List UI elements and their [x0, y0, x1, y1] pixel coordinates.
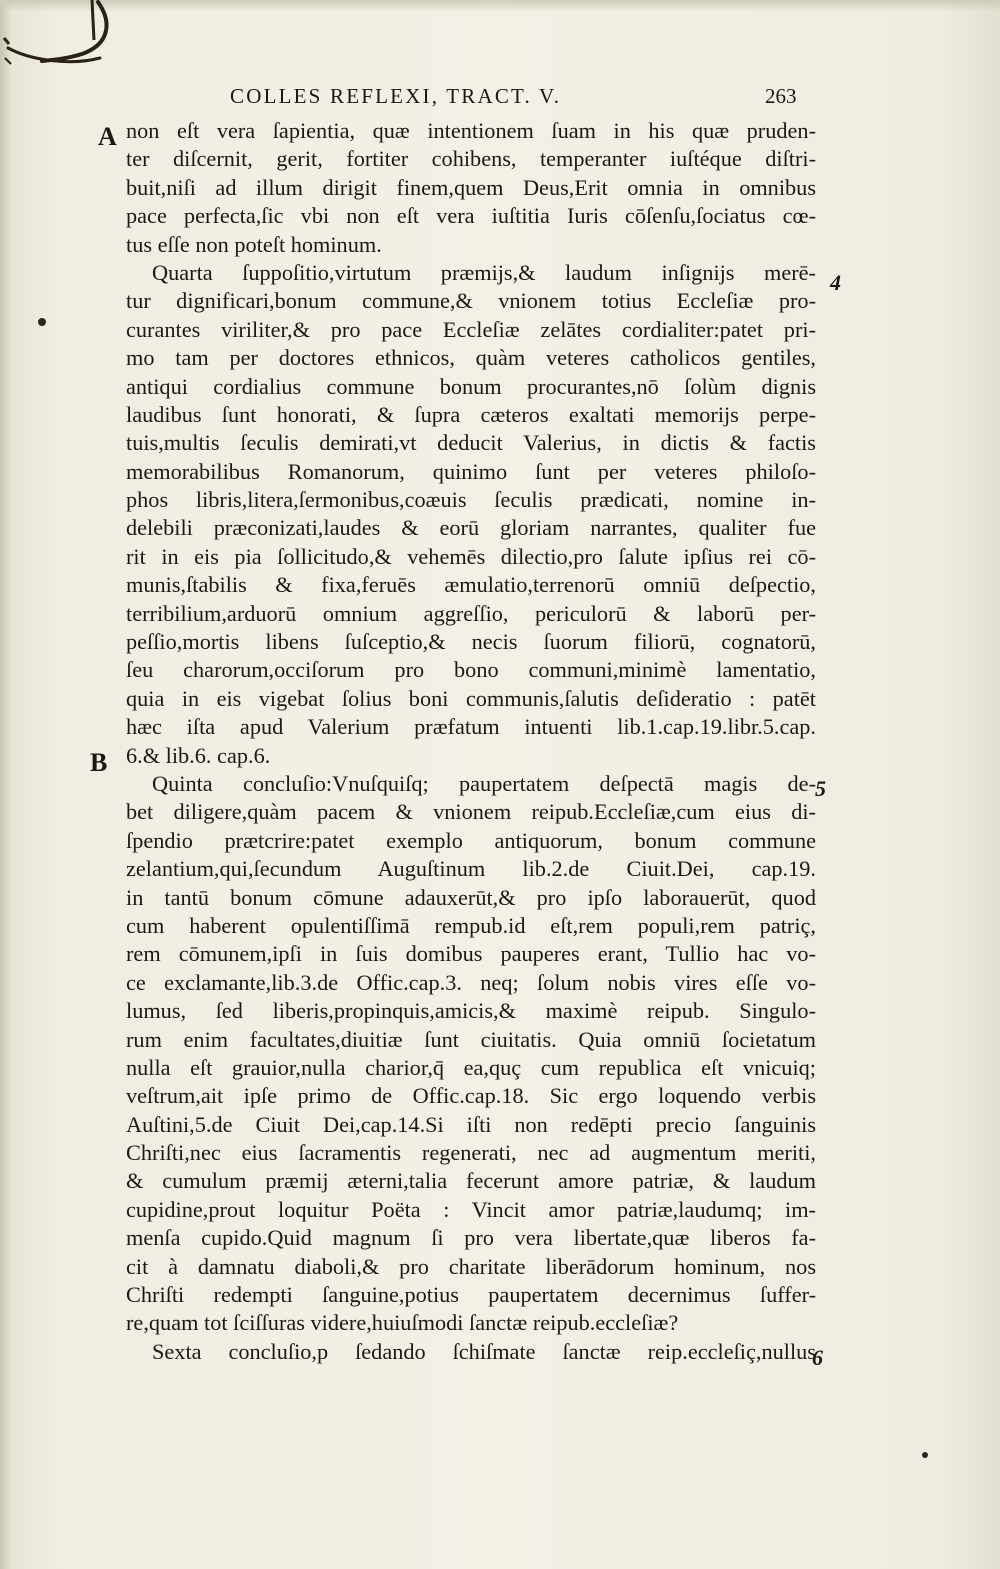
- text-line: ſpendio prætcrire:patet exemplo antiquorum, bonum commune: [126, 827, 816, 853]
- text-line: bet diligere,quàm pacem & vnionem reipub.Eccleſiæ,cum eius di-: [126, 799, 816, 825]
- margin-number-6: 6: [812, 1345, 823, 1370]
- text-line: memorabilibus Romanorum, quinimo ſunt per veteres philoſo-: [126, 458, 816, 484]
- text-line: 6.& lib.6. cap.6.: [126, 742, 271, 768]
- text-line: rem cōmunem,ipſi in ſuis domibus pauperes erant, Tullio hac vo-: [126, 941, 816, 967]
- text-line: re,quam tot ſciſſuras videre,huiuſmodi ſanctæ reipub.eccleſiæ?: [126, 1310, 679, 1336]
- text-line: mo tam per doctores ethnicos, quàm veteres catholicos gentiles,: [126, 345, 816, 371]
- text-line: veſtrum,ait ipſe primo de Offic.cap.18. Sic ergo loquendo verbis: [126, 1083, 816, 1109]
- text-line: tus eſſe non poteſt hominum.: [126, 231, 382, 257]
- body-text: [126, 117, 816, 1366]
- text-line: rit in eis pia ſollicitudo,& vehemēs dilectio,pro ſalute ipſius rei cō-: [126, 543, 816, 569]
- text-line: cum haberent opulentiſſimā rempub.id eſt,rem populi,rem patriç,: [126, 912, 816, 938]
- ink-speck: [38, 318, 46, 326]
- margin-number-4: 4: [830, 270, 841, 295]
- page-gutter-shadow: [0, 0, 12, 1569]
- text-line: Chriſti,nec eius ſacramentis regenerati, nec ad augmentum meriti,: [126, 1140, 816, 1166]
- text-line: lumus, ſed liberis,propinquis,amicis,& maximè reipub. Singulo-: [126, 998, 816, 1024]
- text-line: menſa cupido.Quid magnum ſi pro vera libertate,quæ liberos fa-: [126, 1225, 816, 1251]
- ink-speck: [922, 1452, 928, 1458]
- text-line: ce exclamante,lib.3.de Offic.cap.3. neq; ſolum nobis vires eſſe vo-: [126, 969, 816, 995]
- text-line: pace perfecta,ſic vbi non eſt vera iuſtitia Iuris cōſenſu,ſociatus cœ-: [126, 203, 816, 229]
- text-line: cit à damnatu diaboli,& pro charitate liberādorum hominum, nos: [126, 1253, 816, 1279]
- text-line: & cumulum præmĳ æterni,talia fecerunt amore patriæ, & laudum: [126, 1168, 816, 1194]
- text-line: antiqui cordialius commune bonum procurantes,nō ſolùm dignis: [126, 373, 816, 399]
- text-line: delebili præconizati,laudes & eorū gloriam narrantes, qualiter fue: [126, 515, 816, 541]
- text-line: non eſt vera ſapientia, quæ intentionem ſuam in his quæ pruden-: [126, 118, 816, 143]
- text-line: hæc iſta apud Valerium præfatum intuenti lib.1.cap.19.libr.5.cap.: [126, 714, 816, 740]
- page-number: 263: [765, 84, 797, 108]
- text-line: quia in eis vigebat ſolius boni communis,ſalutis deſideratio : patēt: [126, 685, 816, 711]
- text-line: phos libris,litera,ſermonibus,coæuis ſeculis prædicati, nomine in-: [126, 487, 816, 513]
- page-top-shade: [0, 0, 1000, 12]
- text-line: Sexta concluſio,p ſedando ſchiſmate ſanctæ reip.eccleſiç,nullus: [152, 1338, 816, 1364]
- text-line: tuis,multis ſeculis demirati,vt deducit Valerius, in dictis & factis: [126, 430, 816, 456]
- text-line: Quarta ſuppoſitio,virtutum præmĳs,& laudum inſignĳs merē-: [152, 259, 816, 285]
- text-line: nulla eſt grauior,nulla charior,q̄ ea,quç cum republica eſt vnicuiq;: [126, 1054, 816, 1080]
- text-line: zelantium,qui,ſecundum Auguſtinum lib.2.de Ciuit.Dei, cap.19.: [126, 856, 816, 882]
- margin-section-letter-a: A: [98, 122, 117, 151]
- text-line: buit,niſi ad illum dirigit finem,quem Deus,Erit omnia in omnibus: [126, 174, 816, 200]
- text-line: rum enim facultates,diuitiæ ſunt ciuitatis. Quia omniū ſocietatum: [126, 1026, 816, 1052]
- running-header: [230, 84, 810, 114]
- handwritten-ink-mark: [0, 0, 140, 80]
- text-line: Quinta concluſio:Vnuſquiſq; paupertatem deſpectā magis de-: [152, 770, 816, 796]
- margin-number-5: 5: [815, 776, 826, 801]
- text-line: peſſio,mortis libens ſuſceptio,& necis ſuorum filiorū, cognatorū,: [126, 629, 816, 655]
- text-line: Auſtini,5.de Ciuit Dei,cap.14.Si iſti non redēpti precio ſanguinis: [126, 1111, 816, 1137]
- text-line: terribilium,arduorū omnium aggreſſio, periculorū & laborū per-: [126, 600, 816, 626]
- margin-section-letter-b: B: [90, 748, 108, 777]
- text-line: in tantū bonum cōmune adauxerūt,& pro ipſo laborauerūt, quod: [126, 884, 816, 910]
- text-line: Chriſti redempti ſanguine,potius paupertatem decernimus ſuffer-: [126, 1282, 816, 1308]
- running-head-title: COLLES REFLEXI, TRACT. V.: [230, 84, 562, 108]
- text-line: ſeu charorum,occiſorum pro bono communi,minimè lamentatio,: [126, 657, 816, 683]
- text-line: munis,ſtabilis & fixa,feruēs æmulatio,terrenorū omniū deſpectio,: [126, 572, 816, 598]
- text-line: laudibus ſunt honorati, & ſupra cæteros exaltati memorĳs perpe-: [126, 401, 816, 427]
- text-line: ter diſcernit, gerit, fortiter cohibens, temperanter iuſtéque diſtri-: [126, 146, 816, 172]
- text-line: cupidine,prout loquitur Poëta : Vincit amor patriæ,laudumq; im-: [126, 1196, 816, 1222]
- text-line: curantes viriliter,& pro pace Eccleſiæ zelātes cordialiter:patet pri-: [126, 316, 816, 342]
- text-line: tur dignificari,bonum commune,& vnionem totius Eccleſiæ pro-: [126, 288, 816, 314]
